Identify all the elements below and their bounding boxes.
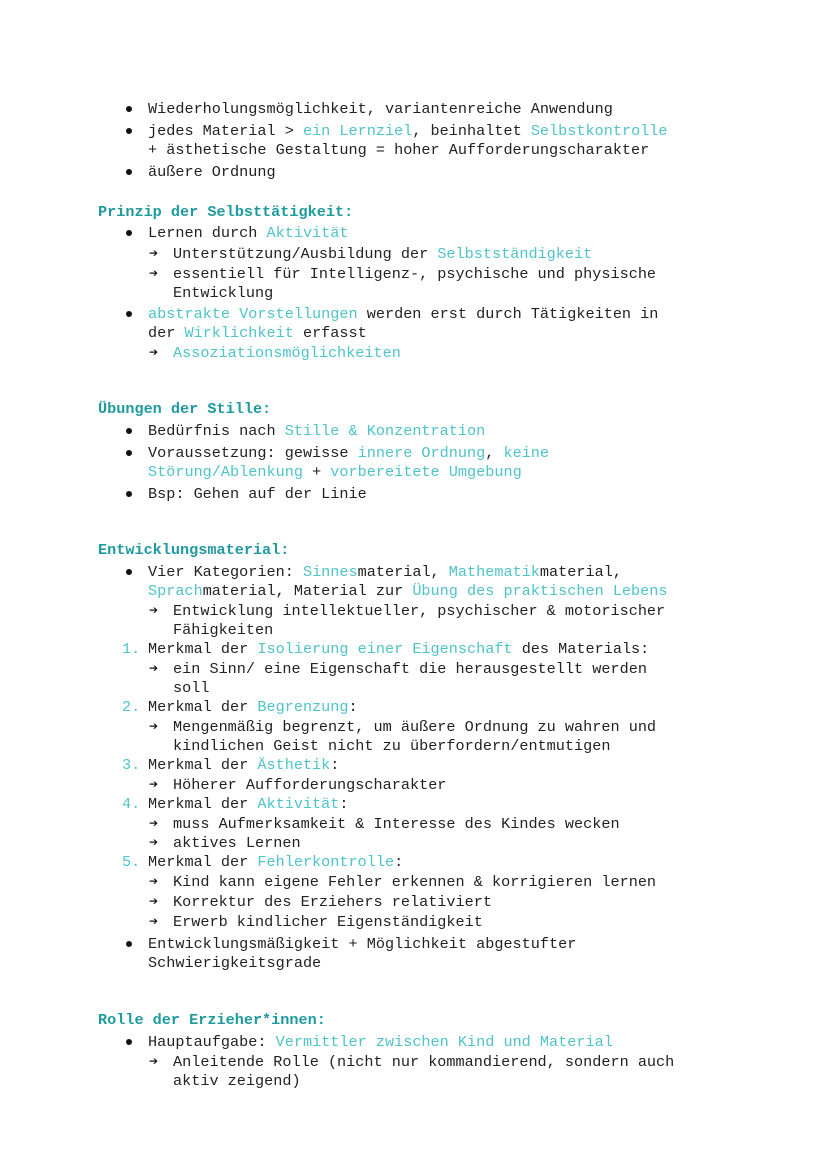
- continuation-line: [148, 141, 649, 160]
- highlighted-text: Aktivität: [257, 795, 340, 813]
- text-segment: Merkmal der: [148, 756, 258, 774]
- highlighted-text: Selbstständigkeit: [437, 245, 593, 263]
- arrow-item: [149, 245, 593, 264]
- text-segment: Unterstützung/Ausbildung der: [173, 245, 438, 263]
- text-segment: Erwerb kindlicher Eigenständigkeit: [173, 913, 483, 931]
- arrow-right-icon: ➔: [149, 718, 159, 736]
- bullet-item: [148, 163, 276, 182]
- arrow-right-icon: ➔: [149, 913, 159, 931]
- arrow-item: [149, 718, 657, 737]
- text-segment: + ästhetische Gestaltung = hoher Aufforderungscharakter: [148, 141, 650, 159]
- highlighted-text: vorbereitete Umgebung: [330, 463, 522, 481]
- continuation-line: [148, 954, 321, 973]
- text-segment: muss Aufmerksamkeit & Interesse des Kindes wecken: [173, 815, 620, 833]
- text-segment: :: [330, 756, 340, 774]
- text-segment: material,: [357, 563, 449, 581]
- text-segment: , beinhaltet: [412, 122, 531, 140]
- text-segment: Schwierigkeitsgrade: [148, 954, 322, 972]
- numbered-item: [122, 756, 340, 775]
- numbered-item: [122, 853, 404, 872]
- list-number: 2.: [122, 698, 141, 716]
- arrow-item: [149, 344, 401, 363]
- arrow-right-icon: ➔: [149, 602, 159, 620]
- text-segment: Rolle der Erzieher*innen:: [98, 1011, 326, 1029]
- text-segment: jedes Material >: [148, 122, 303, 140]
- arrow-right-icon: ➔: [149, 344, 159, 362]
- text-segment: Entwicklungsmäßigkeit + Möglichkeit abgestufter: [148, 935, 577, 953]
- text-segment: Höherer Aufforderungscharakter: [173, 776, 447, 794]
- section-heading: [98, 1011, 326, 1030]
- highlighted-text: Vermittler zwischen Kind und Material: [275, 1033, 613, 1051]
- continuation-line: [148, 324, 367, 343]
- highlighted-text: Übung des praktischen Lebens: [412, 582, 668, 600]
- highlighted-text: Wirklichkeit: [184, 324, 294, 342]
- text-segment: Wiederholungsmöglichkeit, variantenreiche Anwendung: [148, 100, 613, 118]
- continuation-line: [173, 1072, 301, 1091]
- text-segment: der: [148, 324, 185, 342]
- highlighted-text: Mathematik: [448, 563, 540, 581]
- text-segment: ,: [485, 444, 504, 462]
- highlighted-text: Fehlerkontrolle: [257, 853, 395, 871]
- text-segment: essentiell für Intelligenz-, psychische und physische: [173, 265, 657, 283]
- arrow-item: [149, 265, 657, 284]
- bullet-item: [148, 422, 485, 441]
- continuation-line: [173, 284, 273, 303]
- arrow-item: [149, 893, 492, 912]
- arrow-right-icon: ➔: [149, 815, 159, 833]
- arrow-item: [149, 873, 657, 892]
- bullet-item: [148, 305, 658, 324]
- text-segment: werden erst durch Tätigkeiten in: [357, 305, 659, 323]
- bullet-item: [148, 1033, 613, 1052]
- text-segment: Entwicklung intellektueller, psychischer & motorischer: [173, 602, 666, 620]
- text-segment: :: [339, 795, 349, 813]
- text-segment: Entwicklungsmaterial:: [98, 541, 290, 559]
- highlighted-text: Sinnes: [302, 563, 358, 581]
- text-segment: ein Sinn/ eine Eigenschaft die herausgestellt werden: [173, 660, 647, 678]
- arrow-right-icon: ➔: [149, 265, 159, 283]
- highlighted-text: Stille & Konzentration: [284, 422, 486, 440]
- highlighted-text: innere Ordnung: [357, 444, 486, 462]
- bullet-item: [148, 122, 668, 141]
- text-segment: Anleitende Rolle (nicht nur kommandierend, sondern auch: [173, 1053, 675, 1071]
- text-segment: Lernen durch: [148, 224, 267, 242]
- list-number: 4.: [122, 795, 141, 813]
- text-segment: aktiv zeigend): [173, 1072, 301, 1090]
- list-number: 3.: [122, 756, 141, 774]
- text-segment: :: [348, 698, 358, 716]
- text-segment: Kind kann eigene Fehler erkennen & korrigieren lernen: [173, 873, 657, 891]
- highlighted-text: Begrenzung: [257, 698, 349, 716]
- text-segment: Übungen der Stille:: [98, 400, 272, 418]
- text-segment: Bsp: Gehen auf der Linie: [148, 485, 367, 503]
- text-segment: +: [302, 463, 331, 481]
- text-segment: material, Material zur: [202, 582, 413, 600]
- highlighted-text: Ästhetik: [257, 756, 331, 774]
- text-segment: Prinzip der Selbsttätigkeit:: [98, 203, 354, 221]
- text-segment: Hauptaufgabe:: [148, 1033, 276, 1051]
- text-segment: Vier Kategorien:: [148, 563, 303, 581]
- continuation-line: [148, 463, 522, 482]
- text-segment: Merkmal der: [148, 640, 258, 658]
- arrow-right-icon: ➔: [149, 660, 159, 678]
- arrow-item: [149, 913, 483, 932]
- highlighted-text: Assoziationsmöglichkeiten: [173, 344, 401, 362]
- list-number: 1.: [122, 640, 141, 658]
- continuation-line: [148, 582, 668, 601]
- arrow-right-icon: ➔: [149, 776, 159, 794]
- arrow-item: [149, 1053, 675, 1072]
- bullet-item: [148, 100, 613, 119]
- highlighted-text: Selbstkontrolle: [530, 122, 668, 140]
- arrow-item: [149, 834, 301, 853]
- highlighted-text: ein Lernziel: [302, 122, 413, 140]
- text-segment: Bedürfnis nach: [148, 422, 285, 440]
- bullet-item: [148, 935, 576, 954]
- text-segment: äußere Ordnung: [148, 163, 276, 181]
- text-segment: des Materials:: [512, 640, 650, 658]
- text-segment: Merkmal der: [148, 795, 258, 813]
- highlighted-text: Aktivität: [266, 224, 349, 242]
- arrow-right-icon: ➔: [149, 834, 159, 852]
- highlighted-text: Sprach: [148, 582, 203, 600]
- text-segment: :: [394, 853, 404, 871]
- continuation-line: [173, 621, 273, 640]
- text-segment: Merkmal der: [148, 698, 258, 716]
- highlighted-text: Störung/Ablenkung: [148, 463, 303, 481]
- highlighted-text: keine: [503, 444, 550, 462]
- continuation-line: [173, 737, 610, 756]
- highlighted-text: Isolierung einer Eigenschaft: [257, 640, 513, 658]
- bullet-item: [148, 224, 349, 243]
- list-number: 5.: [122, 853, 141, 871]
- highlighted-text: abstrakte Vorstellungen: [148, 305, 358, 323]
- text-segment: Entwicklung: [173, 284, 274, 302]
- text-segment: Voraussetzung: gewisse: [148, 444, 358, 462]
- arrow-right-icon: ➔: [149, 873, 159, 891]
- numbered-item: [122, 698, 358, 717]
- bullet-item: [148, 485, 367, 504]
- text-segment: material,: [539, 563, 622, 581]
- section-heading: [98, 203, 353, 222]
- arrow-right-icon: ➔: [149, 245, 159, 263]
- arrow-item: [149, 815, 620, 834]
- bullet-item: [148, 563, 622, 582]
- arrow-right-icon: ➔: [149, 1053, 159, 1071]
- section-heading: [98, 541, 289, 560]
- arrow-item: [149, 776, 447, 795]
- text-segment: Fähigkeiten: [173, 621, 274, 639]
- arrow-item: [149, 602, 666, 621]
- numbered-item: [122, 795, 349, 814]
- section-heading: [98, 400, 271, 419]
- text-segment: aktives Lernen: [173, 834, 301, 852]
- text-segment: erfasst: [293, 324, 367, 342]
- continuation-line: [173, 679, 209, 698]
- arrow-item: [149, 660, 647, 679]
- numbered-item: [122, 640, 650, 659]
- text-segment: kindlichen Geist nicht zu überfordern/entmutigen: [173, 737, 611, 755]
- arrow-right-icon: ➔: [149, 893, 159, 911]
- bullet-item: [148, 444, 549, 463]
- text-segment: Mengenmäßig begrenzt, um äußere Ordnung zu wahren und: [173, 718, 657, 736]
- text-segment: Merkmal der: [148, 853, 258, 871]
- text-segment: soll: [173, 679, 210, 697]
- text-segment: Korrektur des Erziehers relativiert: [173, 893, 492, 911]
